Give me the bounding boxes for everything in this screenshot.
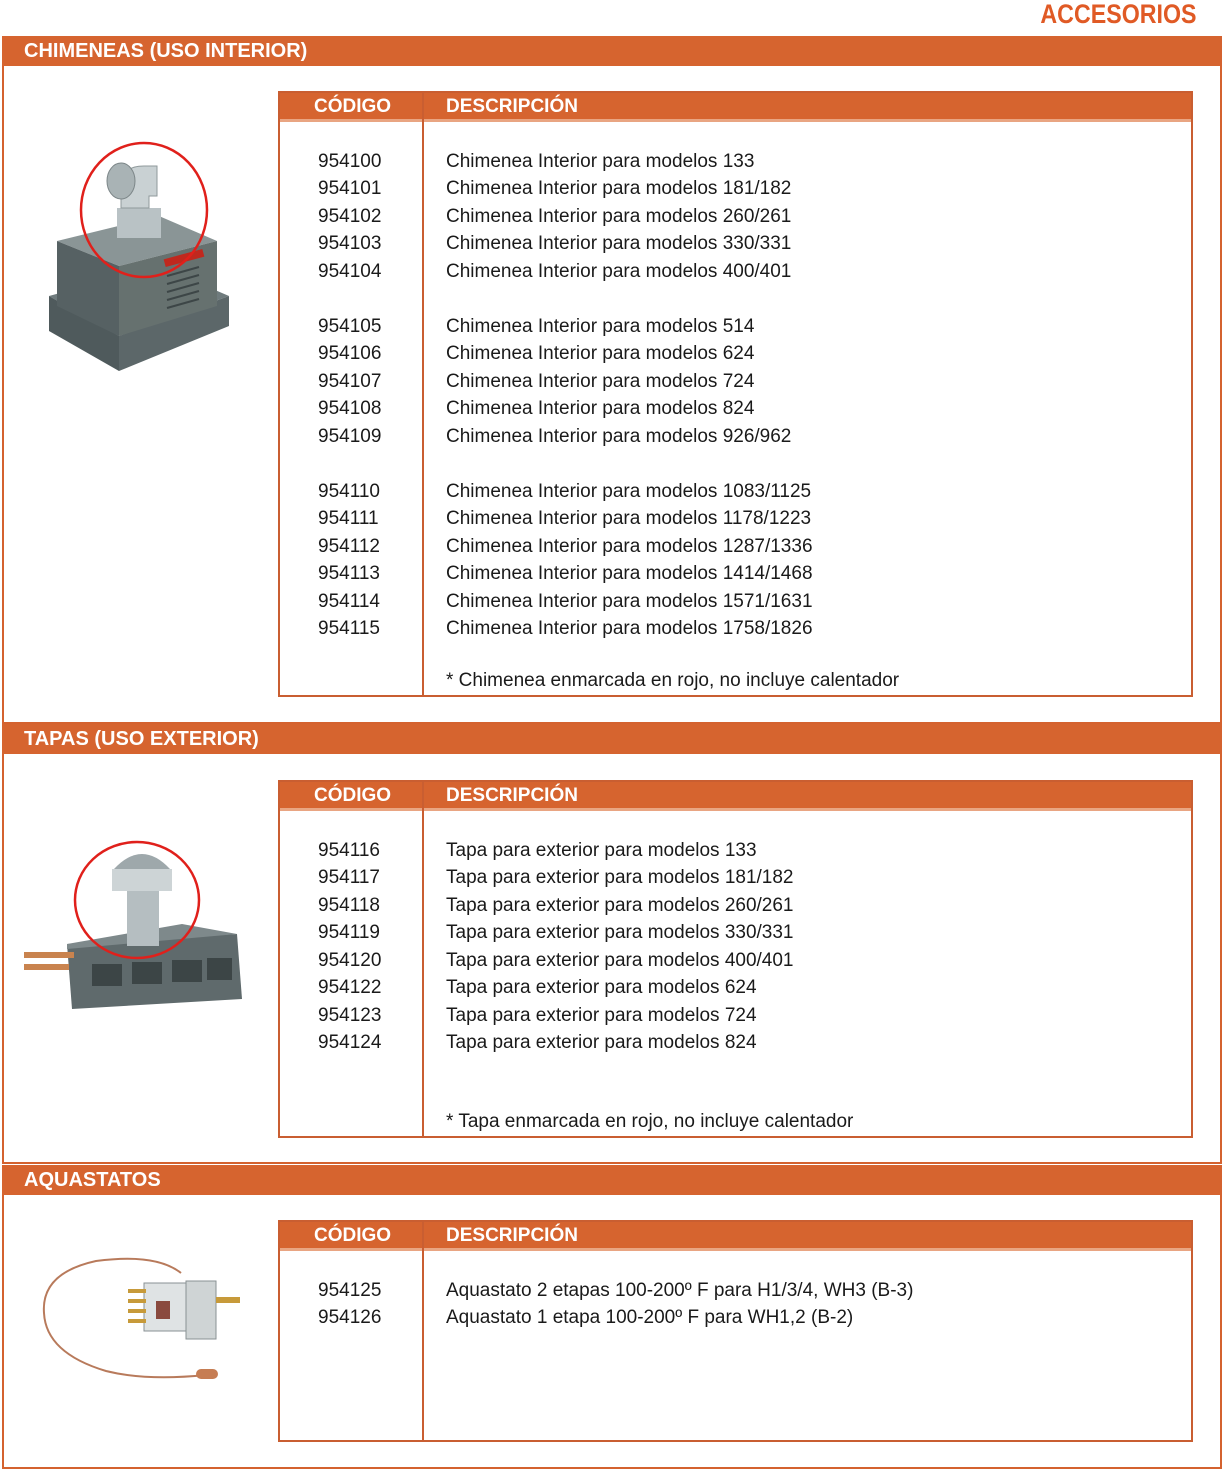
table-note: * Tapa enmarcada en rojo, no incluye calentador — [446, 1111, 854, 1132]
description-cell: Chimenea Interior para modelos 624 — [446, 343, 755, 364]
page-title: ACCESORIOS — [1040, 0, 1197, 29]
description-cell: Aquastato 2 etapas 100-200º F para H1/3/4, WH3 (B-3) — [446, 1280, 914, 1301]
table-row — [280, 505, 1180, 532]
section-aquastatos — [2, 1165, 1222, 1469]
table-tapas — [278, 780, 1193, 1138]
table-row — [280, 588, 1180, 615]
description-cell: Tapa para exterior para modelos 724 — [446, 1005, 757, 1026]
code-cell: 954106 — [318, 343, 382, 364]
column-divider — [422, 1222, 424, 1440]
description-cell: Chimenea Interior para modelos 724 — [446, 371, 755, 392]
table-row — [280, 533, 1180, 560]
description-cell: Chimenea Interior para modelos 400/401 — [446, 261, 792, 282]
code-cell: 954122 — [318, 977, 382, 998]
section-tapas — [2, 724, 1222, 1164]
code-cell: 954107 — [318, 371, 382, 392]
table-row — [280, 615, 1180, 642]
code-cell: 954104 — [318, 261, 382, 282]
code-cell: 954126 — [318, 1307, 382, 1328]
table-row — [280, 203, 1180, 230]
description-cell: Aquastato 1 etapa 100-200º F para WH1,2 (B-2) — [446, 1307, 854, 1328]
code-cell: 954111 — [318, 508, 379, 529]
table-row — [280, 175, 1180, 202]
table-row — [280, 148, 1180, 175]
code-cell: 954113 — [318, 563, 380, 584]
description-cell: Tapa para exterior para modelos 400/401 — [446, 950, 794, 971]
description-cell: Chimenea Interior para modelos 181/182 — [446, 178, 792, 199]
description-cell: Chimenea Interior para modelos 1287/1336 — [446, 536, 813, 557]
table-row — [280, 230, 1180, 257]
description-cell: Chimenea Interior para modelos 133 — [446, 151, 755, 172]
description-cell: Chimenea Interior para modelos 514 — [446, 316, 755, 337]
table-row — [280, 395, 1180, 422]
code-cell: 954100 — [318, 151, 382, 172]
description-cell: Tapa para exterior para modelos 330/331 — [446, 922, 794, 943]
table-row — [280, 919, 1180, 946]
table-row — [280, 1277, 1180, 1304]
code-cell: 954105 — [318, 316, 382, 337]
code-cell: 954101 — [318, 178, 382, 199]
description-cell: Chimenea Interior para modelos 824 — [446, 398, 755, 419]
description-cell: Tapa para exterior para modelos 260/261 — [446, 895, 794, 916]
description-cell: Tapa para exterior para modelos 181/182 — [446, 867, 794, 888]
section-title: AQUASTATOS — [2, 1165, 1220, 1195]
table-note: * Chimenea enmarcada en rojo, no incluye calentador — [446, 670, 900, 691]
table-row — [280, 423, 1180, 450]
description-cell: Chimenea Interior para modelos 926/962 — [446, 426, 792, 447]
section-title: TAPAS (USO EXTERIOR) — [2, 724, 1220, 754]
code-cell: 954109 — [318, 426, 382, 447]
description-cell: Tapa para exterior para modelos 824 — [446, 1032, 757, 1053]
code-cell: 954119 — [318, 922, 380, 943]
description-cell: Chimenea Interior para modelos 1178/1223 — [446, 508, 812, 529]
table-row — [280, 1304, 1180, 1331]
table-row — [280, 892, 1180, 919]
table-row — [280, 864, 1180, 891]
table-row — [280, 1002, 1180, 1029]
table-header — [280, 1222, 1191, 1251]
code-cell: 954123 — [318, 1005, 382, 1026]
table-row — [280, 837, 1180, 864]
table-header — [280, 782, 1191, 811]
chimney-heater-image — [39, 136, 229, 376]
code-cell: 954120 — [318, 950, 382, 971]
code-cell: 954103 — [318, 233, 382, 254]
table-row — [280, 258, 1180, 285]
section-chimeneas — [2, 36, 1222, 724]
header-description: DESCRIPCIÓN — [446, 96, 578, 117]
code-cell: 954108 — [318, 398, 382, 419]
table-row — [280, 560, 1180, 587]
description-cell: Chimenea Interior para modelos 1083/1125 — [446, 481, 812, 502]
aquastat-image — [36, 1253, 251, 1388]
code-cell: 954116 — [318, 840, 380, 861]
code-cell: 954117 — [318, 867, 380, 888]
table-header — [280, 93, 1191, 122]
description-cell: Chimenea Interior para modelos 1758/1826 — [446, 618, 813, 639]
header-code: CÓDIGO — [314, 96, 392, 117]
table-row — [280, 947, 1180, 974]
description-cell: Chimenea Interior para modelos 330/331 — [446, 233, 792, 254]
table-row — [280, 1029, 1180, 1056]
code-cell: 954125 — [318, 1280, 382, 1301]
description-cell: Chimenea Interior para modelos 1571/1631 — [446, 591, 813, 612]
header-code: CÓDIGO — [314, 785, 392, 806]
header-description: DESCRIPCIÓN — [446, 1225, 578, 1246]
table-chimeneas — [278, 91, 1193, 697]
table-row — [280, 340, 1180, 367]
code-cell: 954124 — [318, 1032, 382, 1053]
exterior-cap-heater-image — [22, 824, 247, 1024]
code-cell: 954110 — [318, 481, 380, 502]
header-description: DESCRIPCIÓN — [446, 785, 578, 806]
code-cell: 954102 — [318, 206, 382, 227]
table-row — [280, 313, 1180, 340]
code-cell: 954112 — [318, 536, 380, 557]
code-cell: 954115 — [318, 618, 380, 639]
description-cell: Chimenea Interior para modelos 260/261 — [446, 206, 792, 227]
section-title: CHIMENEAS (USO INTERIOR) — [2, 36, 1220, 66]
description-cell: Chimenea Interior para modelos 1414/1468 — [446, 563, 813, 584]
table-row — [280, 368, 1180, 395]
code-cell: 954118 — [318, 895, 380, 916]
table-aquastatos — [278, 1220, 1193, 1442]
header-code: CÓDIGO — [314, 1225, 392, 1246]
description-cell: Tapa para exterior para modelos 624 — [446, 977, 757, 998]
table-row — [280, 478, 1180, 505]
code-cell: 954114 — [318, 591, 380, 612]
table-row — [280, 974, 1180, 1001]
description-cell: Tapa para exterior para modelos 133 — [446, 840, 757, 861]
